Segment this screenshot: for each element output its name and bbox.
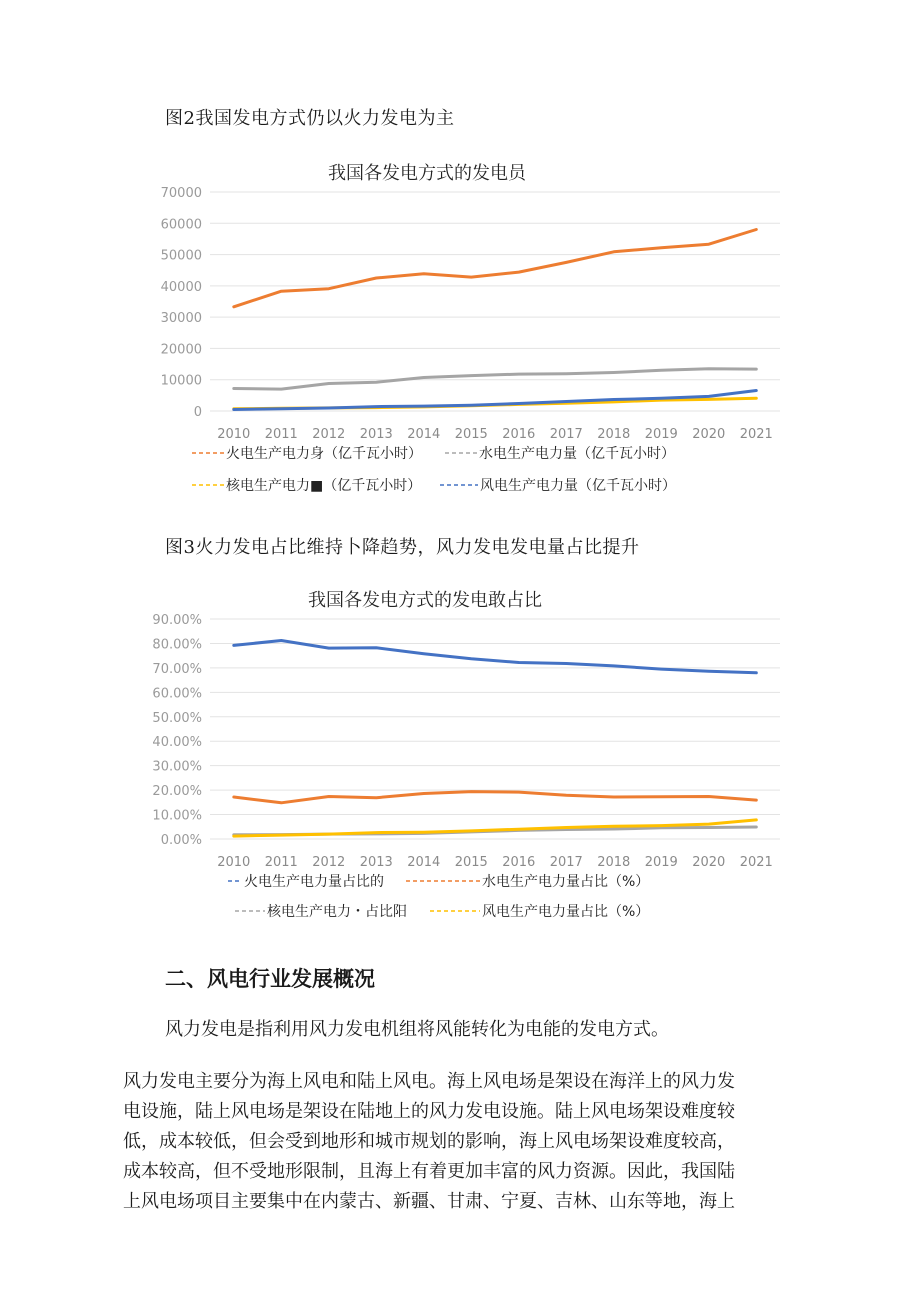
x-tick-label: 2012: [312, 427, 346, 442]
x-tick-label: 2017: [549, 427, 583, 442]
series-line-2: [234, 792, 757, 803]
y-tick-label: 80.00%: [152, 637, 202, 653]
y-tick-label: 40000: [160, 279, 202, 295]
y-tick-label: 90.00%: [152, 613, 202, 628]
body-paragraph: [123, 1067, 803, 1217]
x-tick-label: 2016: [502, 427, 536, 442]
x-tick-label: 2021: [739, 855, 773, 870]
x-tick-label: 2013: [359, 855, 393, 870]
x-tick-label: 2010: [217, 427, 251, 442]
legend-entry: 风电生产电力量占比（%）: [482, 904, 650, 920]
series-line-1: [234, 230, 757, 307]
x-tick-label: 2011: [264, 427, 298, 442]
body-line: 电设施，陆上风电场是架设在陆地上的风力发电设施。陆上风电场架设难度较: [123, 1101, 735, 1122]
body-line: 风力发电主要分为海上风电和陆上风电。海上风电场是架设在海洋上的风力发: [123, 1071, 735, 1092]
x-tick-label: 2016: [502, 855, 536, 870]
series-line-2: [234, 369, 757, 389]
intro-paragraph: 风力发电是指利用风力发电机组将风能转化为电能的发电方式。: [165, 1019, 669, 1040]
chart-title: 我国各发电方式的发电敢占比: [308, 590, 542, 611]
y-tick-label: 20000: [160, 342, 202, 358]
body-line: 低，成本较低，但会受到地形和城市规划的影响，海上风电场架设难度较高，: [123, 1131, 735, 1152]
y-tick-label: 50.00%: [152, 710, 202, 726]
legend-entry: 火电生产电力量占比的: [244, 874, 384, 890]
chart-title: 我国各发电方式的发电员: [328, 163, 526, 184]
x-tick-label: 2020: [692, 427, 726, 442]
section-heading: 二、风电行业发展概况: [165, 967, 375, 991]
x-tick-label: 2015: [454, 855, 488, 870]
y-tick-label: 20.00%: [152, 784, 202, 800]
x-tick-label: 2018: [597, 855, 631, 870]
power-share-chart-svg: [140, 582, 800, 922]
y-tick-label: 50000: [160, 248, 202, 264]
power-generation-chart-svg: [140, 152, 800, 502]
x-tick-label: 2017: [549, 855, 583, 870]
x-tick-label: 2019: [644, 427, 678, 442]
legend-entry: 核电生产电力・占比阳: [267, 904, 407, 920]
x-tick-label: 2013: [359, 427, 393, 442]
x-tick-label: 2012: [312, 855, 346, 870]
x-tick-label: 2010: [217, 855, 251, 870]
body-line: 成本较高，但不受地形限制，且海上有着更加丰富的风力资源。因此，我国陆: [123, 1161, 735, 1182]
y-tick-label: 30.00%: [152, 759, 202, 775]
y-tick-label: 10.00%: [152, 808, 202, 824]
x-tick-label: 2014: [407, 855, 441, 870]
y-tick-label: 60000: [160, 217, 202, 233]
y-tick-label: 70000: [160, 186, 202, 201]
power-share-chart: [140, 582, 800, 922]
legend-entry: 风电生产电力量（亿千瓦小时）: [480, 478, 676, 494]
y-tick-label: 30000: [160, 311, 202, 327]
figure-2-caption: 图3火力发电占比维持卜降趋势，风力发电发电量占比提升: [165, 537, 640, 558]
x-tick-label: 2018: [597, 427, 631, 442]
y-tick-label: 60.00%: [152, 686, 202, 702]
figure-1-caption: 图2我国发电方式仍以火力发电为主: [165, 108, 455, 129]
y-tick-label: 40.00%: [152, 735, 202, 751]
legend-entry: 核电生产电力■（亿千瓦小时）: [226, 478, 422, 494]
y-tick-label: 10000: [160, 373, 202, 389]
y-tick-label: 0.00%: [160, 833, 202, 848]
body-line: 上风电场项目主要集中在内蒙古、新疆、甘肃、宁夏、吉林、山东等地，海上: [123, 1191, 735, 1212]
x-tick-label: 2019: [644, 855, 678, 870]
x-tick-label: 2021: [739, 427, 773, 442]
x-tick-label: 2020: [692, 855, 726, 870]
x-tick-label: 2011: [264, 855, 298, 870]
y-tick-label: 0: [193, 405, 202, 420]
x-tick-label: 2015: [454, 427, 488, 442]
legend-entry: 水电生产电力量（亿千瓦小时）: [479, 446, 675, 462]
legend-entry: 水电生产电力量占比（%）: [482, 874, 650, 890]
x-tick-label: 2014: [407, 427, 441, 442]
legend-entry: 火电生产电力身（亿千瓦小时）: [226, 446, 422, 462]
power-generation-chart: [140, 152, 800, 502]
y-tick-label: 70.00%: [152, 661, 202, 677]
